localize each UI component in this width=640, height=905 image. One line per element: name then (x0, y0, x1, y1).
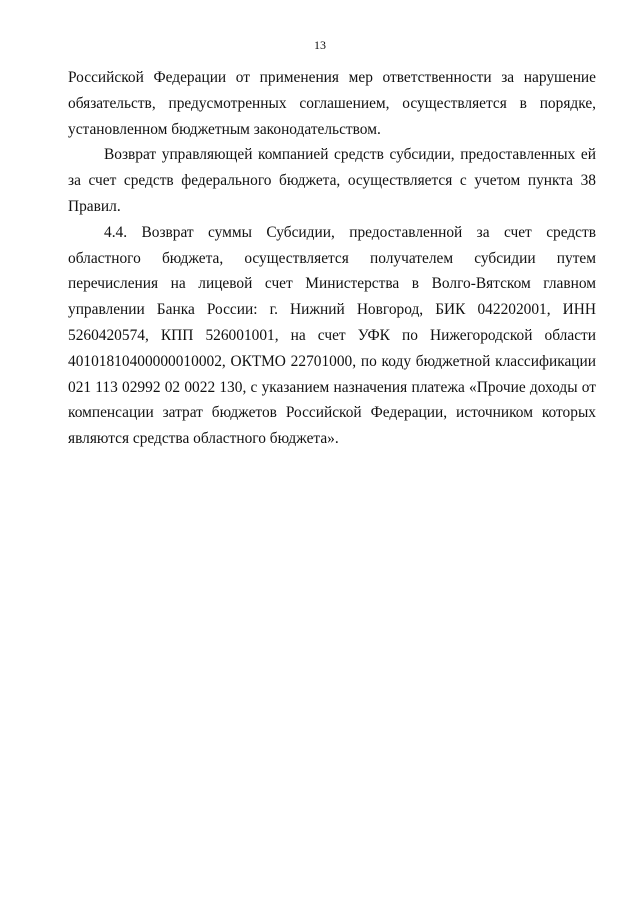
paragraph-4-4-regional-subsidy-return: 4.4. Возврат суммы Субсидии, предоставленной за счет средств областного бюджета, осуществляется получателем субсидии путем перечисления на лицевой счет Министерства в Волго-Вятском главном управлении Банка России: г. Нижний Новгород, БИК 042202001, ИНН 5260420574, КПП 526001001, на счет УФК по Нижегородской области 40101810400000010002, ОКТМО 22701000, по коду бюджетной классификации 021 113 02992 02 0022 130, с указанием назначения платежа «Прочие доходы от компенсации затрат бюджетов Российской Федерации, источником которых являются средства областного бюджета». (68, 223, 596, 448)
paragraph-federal-subsidy-return: Возврат управляющей компанией средств субсидии, предоставленных ей за счет средств федерального бюджета, осуществляется с учетом пункта 38 Правил. (68, 146, 596, 215)
paragraph-continuation: Российской Федерации от применения мер ответственности за нарушение обязательств, предусмотренных соглашением, осуществляется в порядке, установленном бюджетным законодательством. (68, 69, 596, 138)
document-body (68, 65, 596, 452)
page-number: 13 (314, 38, 326, 52)
